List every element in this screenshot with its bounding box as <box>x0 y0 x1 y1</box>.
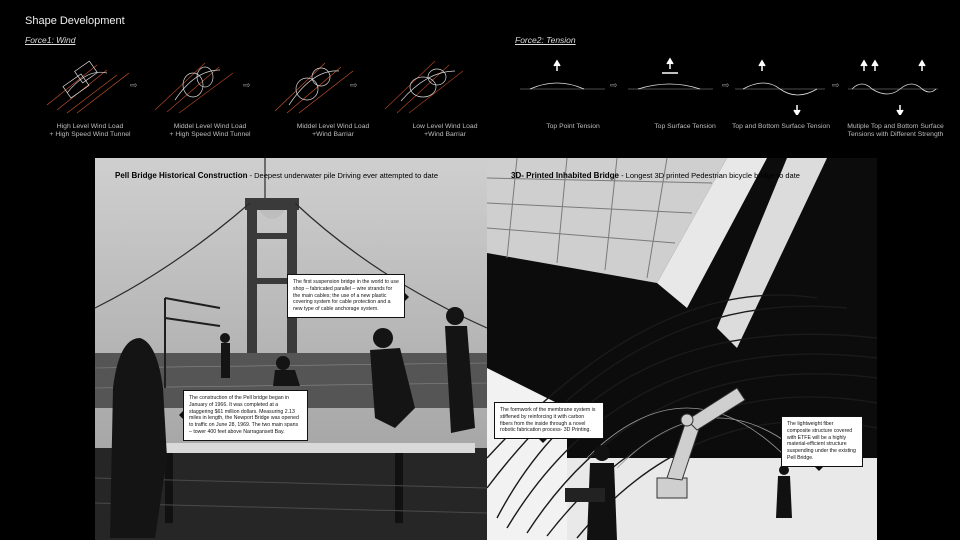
right-panel-title-bold: 3D- Printed Inhabited Bridge <box>511 171 620 180</box>
wind-diagram-1 <box>32 55 142 115</box>
tension-caption-2: Top Surface Tension <box>654 123 716 130</box>
wind-shape-icon <box>263 55 363 115</box>
wind-arrow-2: ⇨ <box>243 80 251 90</box>
tension-caption-1: Top Point Tension <box>546 123 600 130</box>
wind-caption-3: Middel Level Wind Load +Wind Barriar <box>296 123 370 139</box>
tension-caption-4: Mutiple Top and Bottom Surface Tensions with Different Strength <box>847 123 944 139</box>
force2-heading: Force2: Tension <box>515 35 576 45</box>
tension-curve-icon <box>848 55 943 115</box>
right-panel-title-rest: - Longest 3D printed Pedestrian bicycle bridge to date <box>619 171 800 180</box>
tension-arrow-1: ⇨ <box>610 80 618 90</box>
right-panel-title <box>511 171 800 180</box>
wind-caption-2: Middel Level Wind Load + High Speed Wind Tunnel <box>169 123 251 139</box>
inhabited-bridge-render <box>487 158 877 540</box>
tension-diagram-4 <box>848 55 958 120</box>
wind-shape-icon <box>37 55 137 115</box>
callout-cable-innovation: The first suspension bridge in the world to use shop – fabricated parallel – wire strands for the main cables; the use of a new plastic covering system for cable protection and a new type of cable anchorage system. <box>287 274 405 318</box>
left-panel-title <box>115 171 438 180</box>
render-panel <box>487 158 877 540</box>
page-title: Shape Development <box>25 15 125 27</box>
historical-photo-panel <box>95 158 487 540</box>
wind-shape-icon <box>377 55 477 115</box>
force1-heading: Force1: Wind <box>25 35 76 45</box>
tension-curve-icon <box>520 55 610 115</box>
wind-shape-icon <box>145 55 245 115</box>
callout-robotic-fabrication: The formwork of the membrane system is stiffened by reinforcing it with carbon fibers from the inside through a novel robotic fabrication process- 3D Printing. <box>494 402 604 439</box>
tension-diagram-3 <box>735 55 845 120</box>
wind-caption-4: Low Level Wind Load +Wind Barriar <box>412 123 478 139</box>
tension-arrow-3: ⇨ <box>832 80 840 90</box>
tension-arrow-2: ⇨ <box>722 80 730 90</box>
wind-caption-1: High Level Wind Load + High Speed Wind Tunnel <box>49 123 131 139</box>
wind-arrow-1: ⇨ <box>130 80 138 90</box>
wind-diagram-2 <box>140 55 250 115</box>
wind-arrow-3: ⇨ <box>350 80 358 90</box>
wind-diagram-4 <box>372 55 482 115</box>
bridge-construction-photo <box>95 158 487 540</box>
tension-curve-icon <box>735 55 830 115</box>
callout-construction-history: The construction of the Pell bridge began in January of 1966. It was completed at a staggering $61 million dollars. Measuring 2.13 miles in length, the Newport Bridge was opened to traffic on June 28, 1969. The two main spans – tower 400 feet above Narragansett Bay. <box>183 390 308 441</box>
callout-etfe-structure: The lightweight fiber composite structure covered with ETFE will be a highly material-efficient structure suspending under the existing Pell Bridge. <box>781 416 863 467</box>
left-panel-title-rest: - Deepest underwater pile Driving ever attempted to date <box>247 171 438 180</box>
tension-caption-3: Top and Bottom Surface Tension <box>731 123 831 130</box>
left-panel-title-bold: Pell Bridge Historical Construction <box>115 171 248 180</box>
tension-curve-icon <box>628 55 718 115</box>
